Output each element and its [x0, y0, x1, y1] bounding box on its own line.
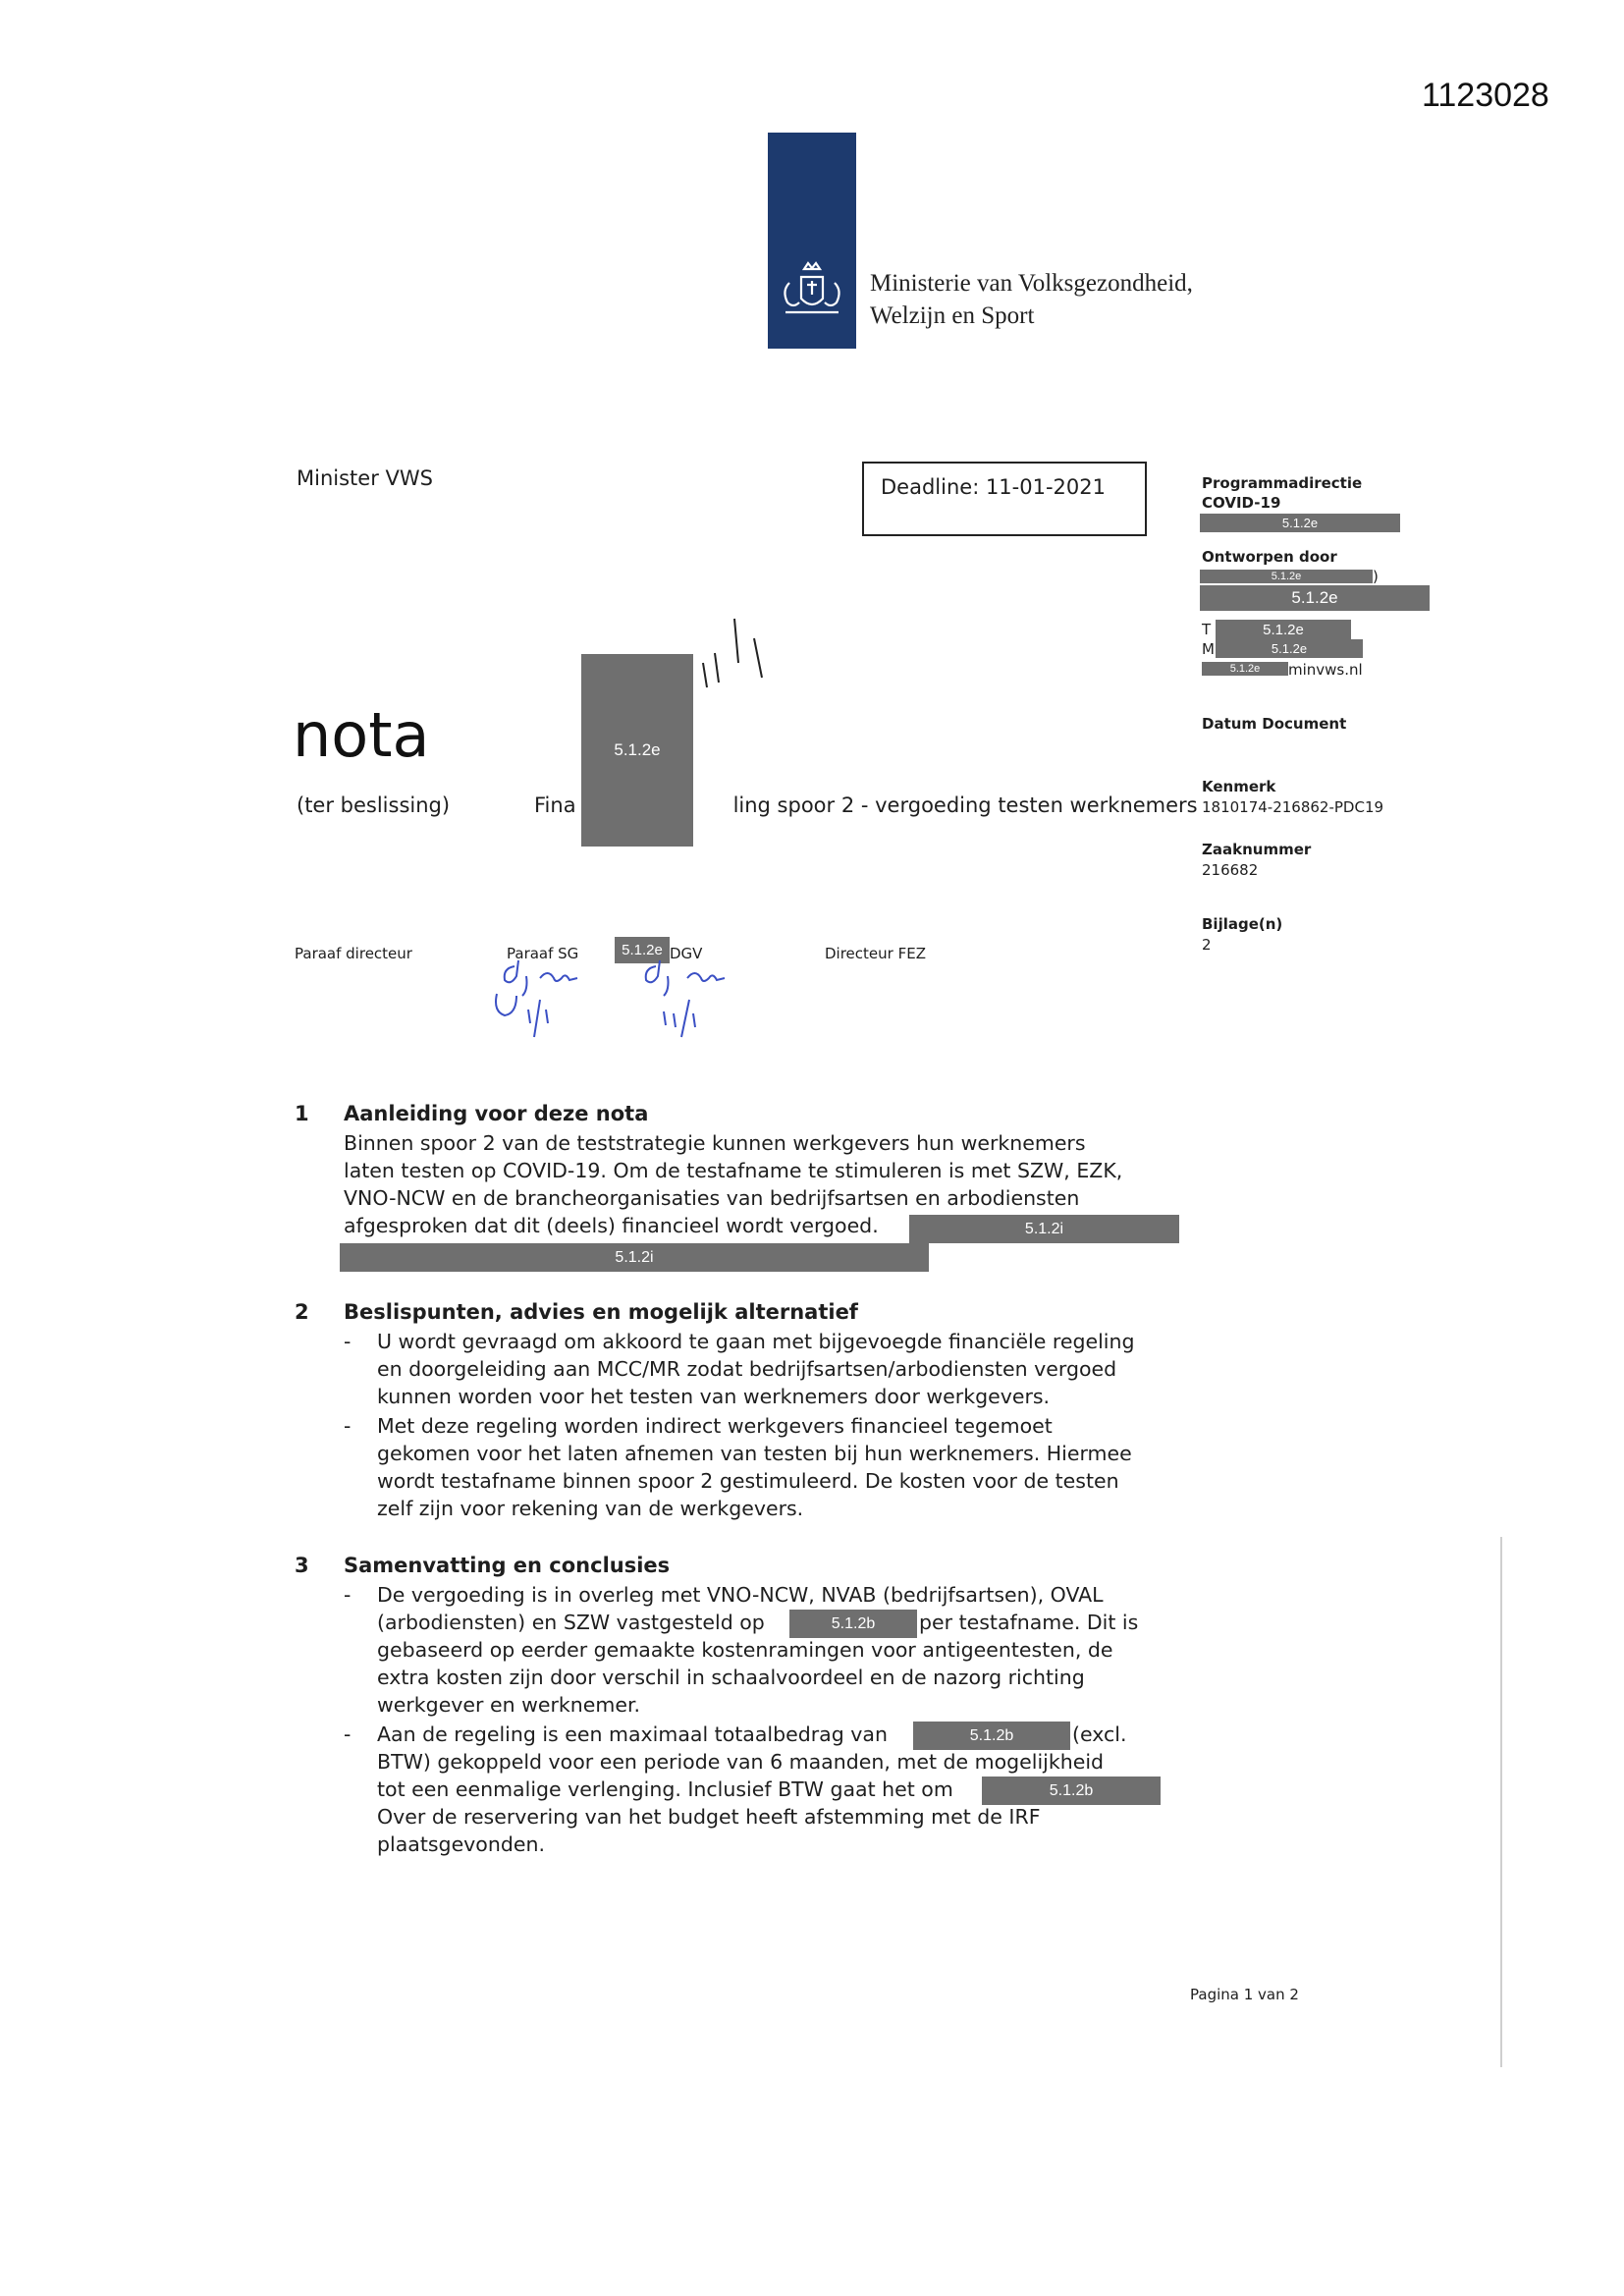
redaction-box: 5.1.2b	[913, 1722, 1070, 1750]
section-number: 2	[295, 1300, 309, 1324]
subject-part2: ling spoor 2 - vergoeding testen werknemers	[732, 793, 1198, 817]
body-line: Over de reservering van het budget heeft afstemming met de IRF	[377, 1805, 1041, 1829]
subject-line	[534, 793, 1198, 817]
redaction-box: 5.1.2b	[789, 1610, 917, 1638]
deadline-text: Deadline: 11-01-2021	[881, 475, 1106, 499]
document-status: (ter beslissing)	[297, 793, 451, 817]
handwritten-paraaf	[695, 609, 774, 697]
body-line: en doorgeleiding aan MCC/MR zodat bedrijfsartsen/arbodiensten vergoed	[377, 1357, 1117, 1381]
ministry-name	[870, 267, 1193, 332]
mobile-prefix: M	[1202, 640, 1215, 658]
body-line: per testafname. Dit is	[919, 1611, 1139, 1634]
body-line: werkgever en werknemer.	[377, 1693, 641, 1717]
redaction-box: 5.1.2e	[1216, 620, 1351, 639]
body-line: plaatsgevonden.	[377, 1832, 545, 1856]
phone-prefix: T	[1202, 621, 1212, 638]
redaction-box: 5.1.2i	[909, 1215, 1179, 1243]
section-title: Aanleiding voor deze nota	[344, 1102, 649, 1125]
deadline-box	[862, 462, 1147, 536]
body-line: Binnen spoor 2 van de teststrategie kunnen werkgevers hun werknemers	[344, 1131, 1086, 1155]
page-number: Pagina 1 van 2	[1190, 1986, 1299, 2003]
redaction-box: 5.1.2b	[982, 1777, 1161, 1805]
redaction-box: 5.1.2e	[1216, 639, 1363, 658]
signature-sg-label: Paraaf SG	[507, 945, 579, 962]
body-line: kunnen worden voor het testen van werknemers door werkgevers.	[377, 1385, 1051, 1408]
body-line: afgesproken dat dit (deels) financieel wordt vergoed.	[344, 1214, 879, 1237]
reference-value: 1810174-216862-PDC19	[1202, 798, 1384, 816]
email-suffix: minvws.nl	[1288, 661, 1363, 679]
case-label: Zaaknummer	[1202, 841, 1312, 858]
handwritten-signatures	[471, 955, 785, 1053]
date-label: Datum Document	[1202, 715, 1347, 733]
body-line: BTW) gekoppeld voor een periode van 6 maanden, met de mogelijkheid	[377, 1750, 1105, 1774]
body-line: De vergoeding is in overleg met VNO-NCW, NVAB (bedrijfsartsen), OVAL	[377, 1583, 1104, 1607]
body-line: (excl.	[1072, 1722, 1127, 1746]
redaction-box: 5.1.2i	[340, 1243, 929, 1272]
document-number: 1123028	[1422, 77, 1549, 114]
reference-label: Kenmerk	[1202, 778, 1276, 795]
body-line: extra kosten zijn door verschil in schaalvoordeel en de nazorg richting	[377, 1666, 1085, 1689]
redaction-box: 5.1.2e	[1200, 514, 1400, 532]
signature-dgv-label: DGV	[670, 945, 703, 962]
attachments-value: 2	[1202, 936, 1212, 954]
ministry-logo-bar	[768, 133, 856, 349]
ministry-name-line2: Welzijn en Sport	[870, 302, 1035, 329]
redaction-box: 5.1.2e	[1202, 662, 1288, 676]
redaction-box: 5.1.2e	[1200, 585, 1430, 611]
body-line: laten testen op COVID-19. Om de testafname te stimuleren is met SZW, EZK,	[344, 1159, 1123, 1182]
ministry-name-line1: Ministerie van Volksgezondheid,	[870, 270, 1193, 297]
addressee: Minister VWS	[297, 466, 433, 490]
section-title: Beslispunten, advies en mogelijk alternatief	[344, 1300, 858, 1324]
body-line: VNO-NCW en de brancheorganisaties van bedrijfsartsen en arbodiensten	[344, 1186, 1080, 1210]
body-line: tot een eenmalige verlenging. Inclusief BTW gaat het om	[377, 1777, 953, 1801]
department-value: COVID-19	[1202, 494, 1281, 512]
body-line: (arbodiensten) en SZW vastgesteld op	[377, 1611, 765, 1634]
section-number: 3	[295, 1554, 309, 1577]
signature-fez-label: Directeur FEZ	[825, 945, 926, 962]
scan-margin-line	[1500, 1537, 1502, 2067]
body-line: zelf zijn voor rekening van de werkgevers.	[377, 1497, 804, 1520]
bullet-marker: -	[344, 1722, 352, 1746]
attachments-label: Bijlage(n)	[1202, 915, 1283, 933]
bullet-marker: -	[344, 1583, 352, 1607]
designed-by-label: Ontworpen door	[1202, 548, 1337, 566]
body-line: wordt testafname binnen spoor 2 gestimuleerd. De kosten voor de testen	[377, 1469, 1119, 1493]
section-number: 1	[295, 1102, 309, 1125]
crest-icon	[774, 255, 850, 324]
bullet-marker: -	[344, 1414, 352, 1438]
signature-directeur-label: Paraaf directeur	[295, 945, 412, 962]
bullet-marker: -	[344, 1330, 352, 1353]
department-label: Programmadirectie	[1202, 474, 1363, 492]
body-line: Aan de regeling is een maximaal totaalbedrag van	[377, 1722, 888, 1746]
body-line: U wordt gevraagd om akkoord te gaan met bijgevoegde financiële regeling	[377, 1330, 1135, 1353]
subject-part1: Fina	[534, 793, 576, 817]
body-line: gekomen voor het laten afnemen van testen bij hun werknemers. Hiermee	[377, 1442, 1132, 1465]
redaction-box: 5.1.2e	[581, 654, 693, 847]
document-type-title: nota	[293, 699, 430, 771]
redaction-box: 5.1.2e	[1200, 570, 1373, 583]
case-value: 216682	[1202, 861, 1259, 879]
body-line: Met deze regeling worden indirect werkgevers financieel tegemoet	[377, 1414, 1053, 1438]
section-title: Samenvatting en conclusies	[344, 1554, 671, 1577]
body-line: gebaseerd op eerder gemaakte kostenramingen voor antigeentesten, de	[377, 1638, 1113, 1662]
redaction-box: 5.1.2e	[615, 937, 670, 963]
